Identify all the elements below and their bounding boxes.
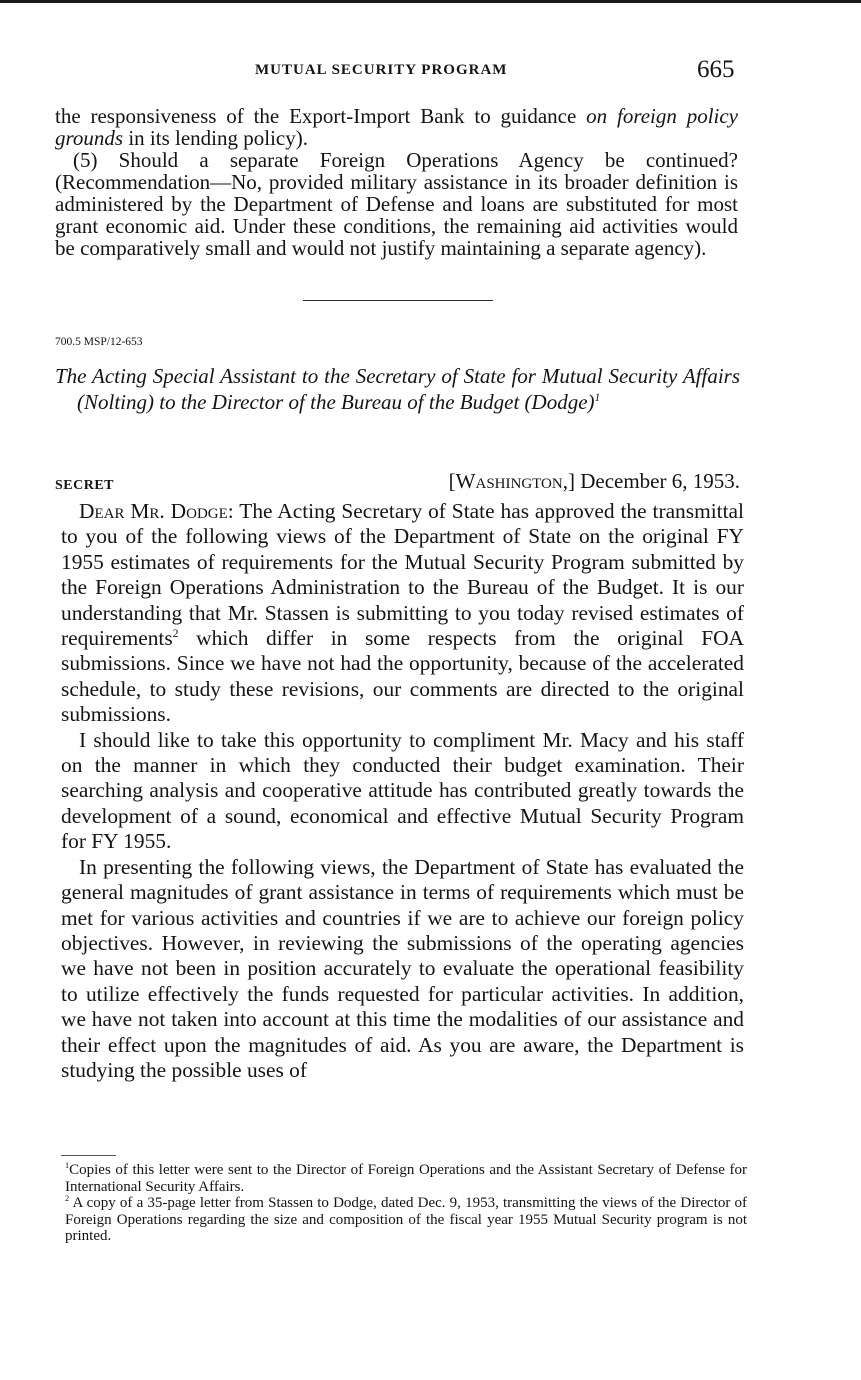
- bracket: [: [448, 469, 456, 493]
- continuation-paragraph-1: [55, 105, 738, 149]
- continuation-paragraph-2: (5) Should a separate Foreign Operations Agency be continued? (Recommendation—No, provided military assistance in its broader definition is administered by the Department of Defense and loans are substituted for most grant economic aid. Under these conditions, the remaining aid activities would be comparatively small and would not justify maintaining a separate agency).: [55, 148, 738, 260]
- letter-date: December 6, 1953.: [574, 469, 740, 493]
- place-date-line: [403, 469, 740, 494]
- top-border-rule: [0, 0, 861, 3]
- text-run: which differ in some respects from the original FOA submissions. Since we have not had the opportunity, because of the accelerated schedule, to study these revisions, our comments are directed to the original submissions.: [61, 626, 744, 727]
- running-head-title: MUTUAL SECURITY PROGRAM: [255, 62, 508, 78]
- footnote-mark: 2: [172, 626, 179, 640]
- italic-text-run: on foreign policy grounds: [55, 104, 738, 150]
- letter-paragraph-1: [61, 499, 744, 728]
- footnote-text: A copy of a 35-page letter from Stassen to Dodge, dated Dec. 9, 1953, transmitting the views of the Director of Foreign Operations regarding the size and composition of the fiscal year 1955 Mutual Security program is not printed.: [65, 1195, 747, 1244]
- file-reference: 700.5 MSP/12-653: [55, 336, 143, 348]
- bracket: ]: [567, 469, 575, 493]
- text-run: The Acting Secretary of State has approved the transmittal to you of the following views of the Department of State on the original FY 1955 estimates of requirements for the Mutual Security Program submitted by the Foreign Operations Administration to the Bureau of the Budget. It is our understanding that Mr. Stassen is submitting to you today revised estimates of requirements: [61, 499, 744, 651]
- document-title: [55, 364, 740, 415]
- place-name: Washington,: [455, 469, 568, 493]
- text-run: in its lending policy).: [123, 126, 308, 150]
- footnote-2: [65, 1195, 747, 1245]
- footnote-mark: 1: [65, 1161, 70, 1170]
- footnotes: [65, 1162, 747, 1245]
- page-number: 665: [697, 56, 735, 83]
- letter-paragraph-3: In presenting the following views, the Department of State has evaluated the general magnitudes of grant assistance in terms of requirements which must be met for various activities and countries if we are to achieve our foreign policy objectives. However, in reviewing the submissions of the operating agencies we have not been in position accurately to evaluate the operational feasibility to utilize effectively the funds requested for particular activities. In addition, we have not taken into account at this time the modalities of our assistance and their effect upon the magnitudes of aid. As you are aware, the Department is studying the possible uses of: [61, 854, 744, 1082]
- footnote-mark: 1: [594, 391, 601, 404]
- classification-label: SECRET: [55, 478, 115, 493]
- letter-body: [61, 499, 744, 1083]
- footnote-text: Copies of this letter were sent to the Director of Foreign Operations and the Assistant Secretary of Defense for International Security Affairs.: [65, 1162, 747, 1195]
- salutation: Dear Mr. Dodge:: [79, 499, 234, 523]
- text-run: the responsiveness of the Export-Import Bank to guidance: [55, 104, 587, 128]
- continuation-text: [55, 105, 738, 259]
- section-separator: [303, 300, 493, 301]
- footnote-mark: 2: [65, 1194, 70, 1203]
- footnote-1: [65, 1162, 747, 1195]
- letter-paragraph-2: I should like to take this opportunity to compliment Mr. Macy and his staff on the manner in which they conducted their budget examination. Their searching analysis and cooperative attitude has contributed greatly towards the development of a sound, economical and effective Mutual Security Program for FY 1955.: [61, 727, 744, 854]
- document-title-text: The Acting Special Assistant to the Secretary of State for Mutual Security Affairs (Nolting) to the Director of the Bureau of the Budget (Dodge): [55, 364, 740, 414]
- footnote-rule: [61, 1155, 116, 1156]
